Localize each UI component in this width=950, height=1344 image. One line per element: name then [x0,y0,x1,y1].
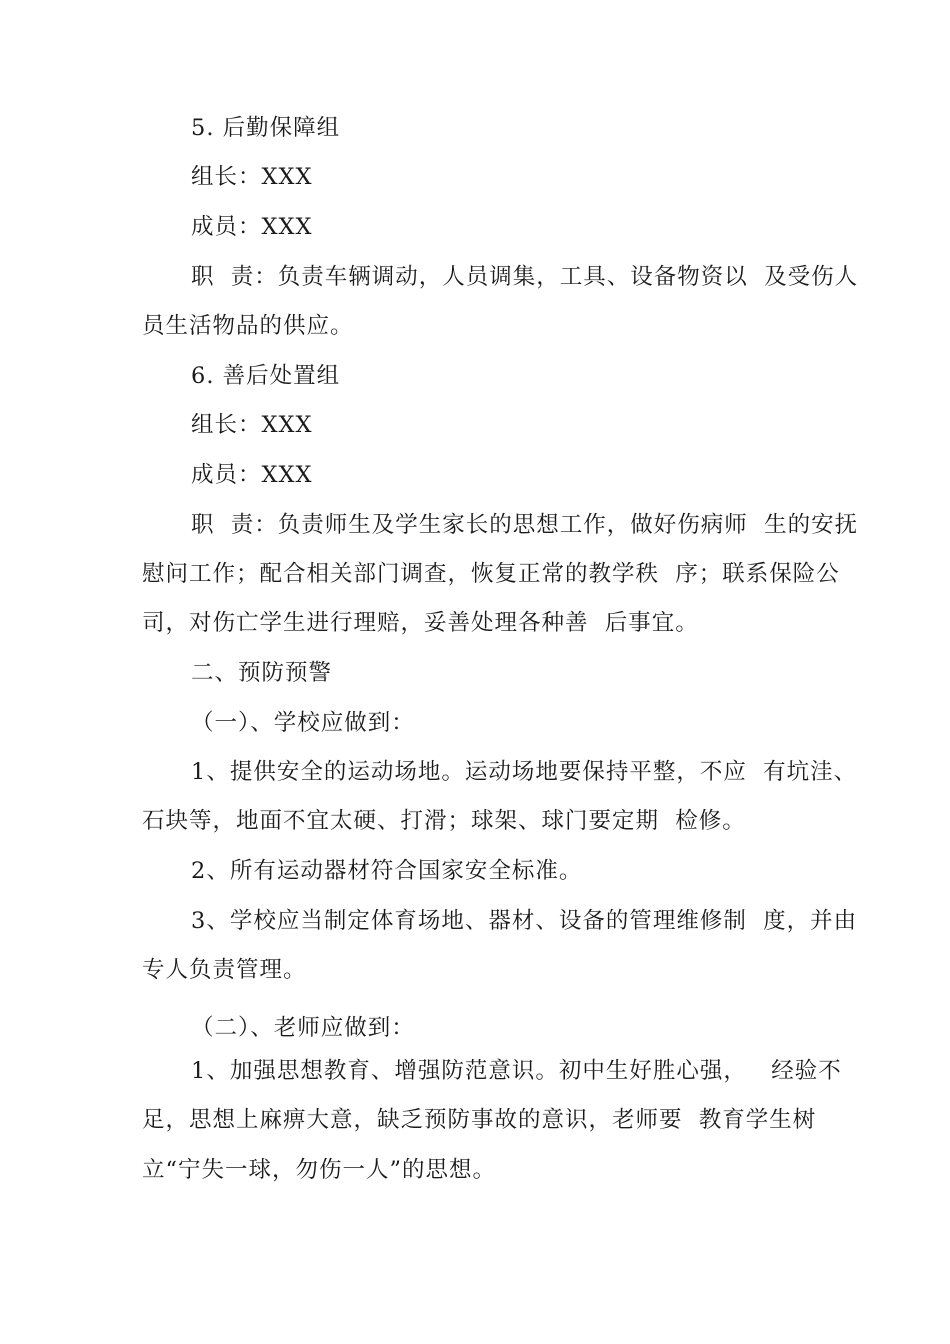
duty-paragraph-line: 慰问工作；配合相关部门调查，恢复正常的教学秩 序；联系保险公 [142,561,840,587]
list-item-line: 3、学校应当制定体育场地、器材、设备的管理维修制 度，并由 [191,908,858,934]
list-item-line: 足，思想上麻痹大意，缺乏预防事故的意识，老师要 教育学生树 [142,1107,817,1133]
list-item-line: 2、所有运动器材符合国家安全标准。 [191,858,583,884]
members-line: 成员：XXX [191,214,313,240]
members-line: 成员：XXX [191,462,313,488]
leader-line: 组长：XXX [191,164,313,190]
list-item-line: 专人负责管理。 [142,957,307,983]
duty-paragraph-line: 职 责：负责车辆调动，人员调集，工具、设备物资以 及受伤人 [191,264,859,290]
list-item-line: 1、提供安全的运动场地。运动场地要保持平整，不应 有坑洼、 [191,759,858,785]
subsection-heading-teacher: （二）、老师应做到： [191,1015,415,1041]
section-heading-prevention: 二、预防预警 [191,660,333,686]
list-item-line: 石块等，地面不宜太硬、打滑；球架、球门要定期 检修。 [142,808,746,834]
duty-paragraph-line: 司，对伤亡学生进行理赔，妥善处理各种善 后事宜。 [142,610,699,636]
list-item-line: 1、加强思想教育、增强防范意识。初中生好胜心强， 经验不 [191,1058,842,1084]
list-item-line: 立“宁失一球，勿伤一人”的思想。 [142,1157,497,1183]
duty-paragraph-line: 职 责：负责师生及学生家长的思想工作，做好伤病师 生的安抚 [191,512,859,538]
leader-line: 组长：XXX [191,412,313,438]
section-heading-aftermath: 6. 善后处置组 [191,363,341,389]
section-heading-logistics: 5. 后勤保障组 [191,115,341,141]
subsection-heading-school: （一）、学校应做到： [191,710,415,736]
duty-paragraph-line: 员生活物品的供应。 [142,313,354,339]
